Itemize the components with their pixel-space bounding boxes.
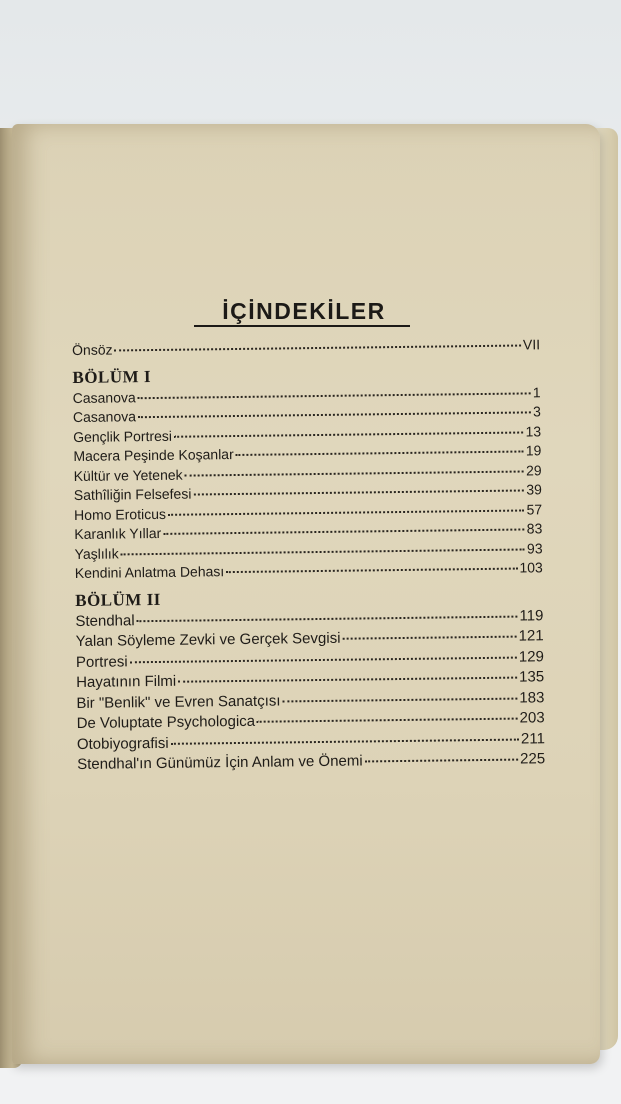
toc-entry-page: 1: [532, 383, 541, 400]
dot-leader: [168, 509, 525, 515]
dot-leader: [138, 392, 531, 399]
toc-entry-title: Yalan Söyleme Zevki ve Gerçek Sevgisi: [75, 629, 341, 650]
toc-entry-title: Macera Peşinde Koşanlar: [73, 446, 234, 464]
toc-entry-page: 13: [525, 422, 542, 439]
title-underline: [194, 325, 410, 327]
toc-entry-title: Homo Eroticus: [74, 505, 167, 523]
toc-entry-title: Kültür ve Yetenek: [73, 466, 183, 484]
toc-entry-page: 93: [526, 539, 543, 556]
toc-entry-title: Karanlık Yıllar: [74, 524, 162, 542]
toc-entry-title: Otobiyografisi: [76, 734, 169, 753]
dot-leader: [121, 548, 525, 555]
toc-entry-title: Portresi: [75, 652, 128, 671]
toc-entry-title: Gençlik Portresi: [73, 427, 173, 445]
toc-entry-page: 121: [518, 627, 544, 645]
toc-entry-page: 203: [519, 709, 545, 727]
dot-leader: [365, 759, 518, 763]
toc-entry-title: Hayatının Filmi: [76, 672, 177, 691]
dot-leader: [130, 656, 517, 663]
toc-entry-page: 183: [519, 688, 545, 707]
toc-entry-page: 39: [526, 481, 542, 498]
dot-leader: [171, 738, 519, 744]
toc-entry-page: 57: [526, 500, 543, 517]
toc-entry-title: De Voluptate Psychologica: [76, 712, 256, 732]
toc-list: [72, 336, 545, 776]
toc-entry-title: Casanova: [72, 408, 137, 425]
dot-leader: [193, 489, 524, 495]
toc-entry-title: Yaşlılık: [74, 544, 119, 562]
dot-leader: [137, 615, 518, 622]
toc-entry-title: Casanova: [72, 388, 136, 406]
toc-entry-page: 3: [532, 403, 541, 420]
toc-entry-title: Kendini Anlatma Dehası: [74, 563, 225, 581]
toc-entry-page: 129: [518, 647, 544, 666]
toc-entry-page: 135: [518, 668, 545, 686]
toc-entry-title: Sathîliğin Felsefesi: [73, 485, 192, 503]
dot-leader: [257, 718, 518, 723]
dot-leader: [185, 470, 524, 476]
part-heading-2: BÖLÜM II: [75, 589, 161, 610]
toc-entry-page: 83: [526, 520, 543, 537]
dot-leader: [342, 636, 516, 640]
dot-leader: [236, 450, 524, 456]
toc-entry-title: Stendhal: [75, 611, 135, 630]
dot-leader: [174, 431, 524, 437]
dot-leader: [138, 411, 531, 418]
toc-entry-page: 119: [519, 606, 544, 625]
toc-entry-page: 19: [525, 442, 542, 459]
part-heading-1: BÖLÜM I: [72, 366, 152, 387]
toc-entry-title: Bir "Benlik" ve Evren Sanatçısı: [76, 691, 281, 712]
toc-entry-page: 225: [519, 750, 546, 768]
toc-entry-page: VII: [522, 336, 541, 353]
dot-leader: [282, 697, 517, 702]
toc-entry-page: 103: [519, 559, 543, 576]
toc-entry-title: Önsöz: [72, 341, 113, 358]
toc-entry-title: Stendhal'ın Günümüz İçin Anlam ve Önemi: [77, 752, 363, 773]
dot-leader: [226, 568, 517, 574]
toc-entry-page: 29: [525, 461, 542, 478]
toc-entry-page: 211: [520, 729, 545, 748]
dot-leader: [115, 345, 521, 352]
dot-leader: [163, 528, 525, 534]
dot-leader: [178, 677, 517, 683]
toc-title: İÇİNDEKİLER: [222, 298, 386, 324]
